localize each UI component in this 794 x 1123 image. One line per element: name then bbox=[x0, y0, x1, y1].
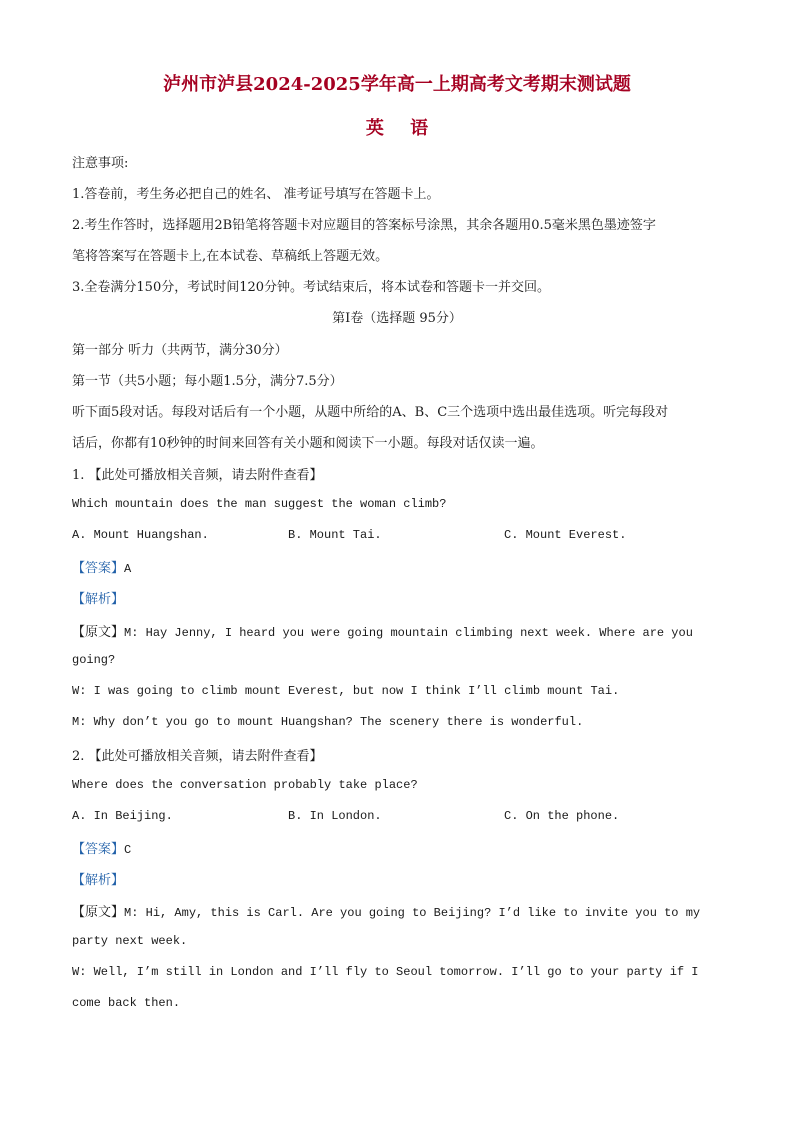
notice-item: 1.答卷前，考生务必把自己的姓名、 准考证号填写在答题卡上。 bbox=[72, 187, 440, 202]
answer-value: A bbox=[124, 562, 132, 576]
option-c: C. On the phone. bbox=[504, 809, 620, 823]
transcript-line: W: Well, I’m still in London and I’ll fly to Seoul tomorrow. I’ll go to your party if I bbox=[72, 965, 699, 979]
option-b: B. In London. bbox=[288, 809, 382, 823]
question-header bbox=[72, 745, 323, 764]
section-heading: 第一节（共5小题；每小题1.5分，满分7.5分） bbox=[72, 374, 343, 389]
instruction-line: 听下面5段对话。每段对话后有一个小题，从题中所给的A、B、C三个选项中选出最佳选项。听完每段对 bbox=[72, 405, 669, 420]
volume-heading: 第I卷（选择题 95分） bbox=[332, 311, 462, 326]
audio-note: 【此处可播放相关音频，请去附件查看】 bbox=[88, 468, 323, 483]
option-a: A. In Beijing. bbox=[72, 809, 173, 823]
instruction-line: 话后，你都有10秒钟的时间来回答有关小题和阅读下一小题。每段对话仅读一遍。 bbox=[72, 436, 544, 451]
question-header bbox=[72, 464, 323, 483]
option-row bbox=[72, 809, 732, 825]
transcript-line: party next week. bbox=[72, 934, 188, 948]
option-row bbox=[72, 528, 732, 544]
transcript-line: M: Why don’t you go to mount Huangshan? The scenery there is wonderful. bbox=[72, 715, 584, 729]
notice-item: 3.全卷满分150分，考试时间120分钟。考试结束后，将本试卷和答题卡一并交回。 bbox=[72, 280, 551, 295]
transcript-line bbox=[72, 901, 700, 920]
analysis-tag: 【解析】 bbox=[72, 592, 125, 607]
question-stem: Which mountain does the man suggest the woman climb? bbox=[72, 497, 447, 511]
option-c: C. Mount Everest. bbox=[504, 528, 627, 542]
answer-value: C bbox=[124, 843, 132, 857]
part-heading: 第一部分 听力（共两节，满分30分） bbox=[72, 343, 288, 358]
transcript-text: M: Hi, Amy, this is Carl. Are you going to Beijing? I’d like to invite you to my bbox=[124, 906, 701, 920]
answer-line bbox=[72, 838, 131, 857]
transcript-tag: 【原文】 bbox=[72, 905, 125, 920]
notice-item: 笔将答案写在答题卡上,在本试卷、草稿纸上答题无效。 bbox=[72, 249, 389, 264]
answer-tag: 【答案】 bbox=[72, 561, 125, 576]
transcript-text: M: Hay Jenny, I heard you were going mountain climbing next week. Where are you bbox=[124, 626, 693, 640]
transcript-tag: 【原文】 bbox=[72, 625, 125, 640]
exam-title: 泸州市泸县2024-2025学年高一上期高考文考期末测试题 bbox=[163, 74, 631, 95]
notice-heading: 注意事项: bbox=[72, 156, 129, 171]
transcript-line bbox=[72, 621, 693, 640]
question-number: 2. bbox=[72, 749, 85, 764]
option-b: B. Mount Tai. bbox=[288, 528, 382, 542]
question-stem: Where does the conversation probably take place? bbox=[72, 778, 418, 792]
question-number: 1. bbox=[72, 468, 85, 483]
option-a: A. Mount Huangshan. bbox=[72, 528, 209, 542]
transcript-line: going? bbox=[72, 653, 116, 667]
notice-item: 2.考生作答时，选择题用2B铅笔将答题卡对应题目的答案标号涂黑，其余各题用0.5毫米黑色墨迹签字 bbox=[72, 218, 656, 233]
transcript-line: come back then. bbox=[72, 996, 181, 1010]
audio-note: 【此处可播放相关音频，请去附件查看】 bbox=[88, 749, 323, 764]
transcript-line: W: I was going to climb mount Everest, but now I think I’ll climb mount Tai. bbox=[72, 684, 620, 698]
subject-title: 英 语 bbox=[365, 118, 439, 139]
analysis-tag: 【解析】 bbox=[72, 873, 125, 888]
answer-tag: 【答案】 bbox=[72, 842, 125, 857]
answer-line bbox=[72, 557, 131, 576]
